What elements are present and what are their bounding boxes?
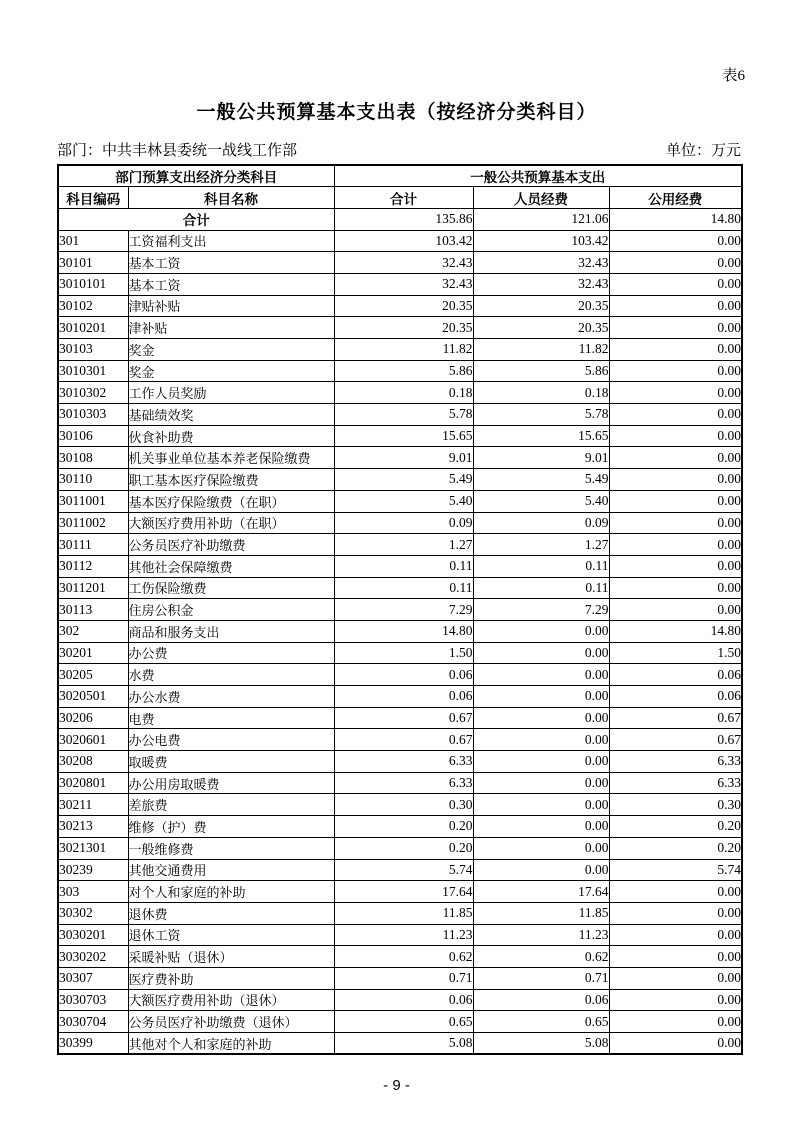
cell-code: 3010302 [58,382,128,404]
cell-name: 基本工资 [128,273,334,295]
cell-public: 0.67 [609,707,742,729]
cell-total: 7.29 [334,599,473,621]
cell-personnel: 0.00 [473,751,609,773]
cell-total: 15.65 [334,425,473,447]
table-row [58,772,742,794]
cell-public: 0.00 [609,317,742,339]
cell-code: 30112 [58,555,128,577]
cell-public: 0.00 [609,425,742,447]
table-row [58,664,742,686]
cell-name: 一般维修费 [128,837,334,859]
cell-name: 住房公积金 [128,599,334,621]
cell-public: 0.20 [609,837,742,859]
table-row [58,859,742,881]
table-row [58,751,742,773]
cell-total: 20.35 [334,295,473,317]
header-group-row [58,165,742,187]
cell-name: 大额医疗费用补助（退休） [128,989,334,1011]
cell-name: 医疗费补助 [128,967,334,989]
cell-total: 0.67 [334,729,473,751]
cell-personnel: 0.00 [473,729,609,751]
cell-personnel: 0.18 [473,382,609,404]
cell-public: 5.74 [609,859,742,881]
cell-name: 伙食补助费 [128,425,334,447]
cell-total: 0.20 [334,837,473,859]
cell-code: 30307 [58,967,128,989]
cell-public: 0.00 [609,534,742,556]
cell-name: 其他社会保障缴费 [128,555,334,577]
header-group-left: 部门预算支出经济分类科目 [58,165,334,187]
cell-public: 0.00 [609,230,742,252]
cell-public: 0.00 [609,555,742,577]
table-row [58,729,742,751]
cell-public: 0.00 [609,339,742,361]
cell-personnel: 0.00 [473,620,609,642]
cell-public: 0.00 [609,1033,742,1055]
cell-total: 0.18 [334,382,473,404]
cell-total: 103.42 [334,230,473,252]
unit-label: 单位：万元 [665,143,741,159]
cell-total: 1.50 [334,642,473,664]
cell-name: 工作人员奖励 [128,382,334,404]
cell-total: 0.11 [334,555,473,577]
cell-code: 3010101 [58,273,128,295]
cell-total: 5.86 [334,360,473,382]
cell-name: 采暖补贴（退休） [128,946,334,968]
cell-code: 30213 [58,816,128,838]
cell-public: 6.33 [609,751,742,773]
table-header [58,165,742,208]
cell-public: 0.00 [609,946,742,968]
cell-personnel: 11.85 [473,902,609,924]
cell-total: 20.35 [334,317,473,339]
cell-total: 5.49 [334,469,473,491]
cell-personnel: 0.00 [473,859,609,881]
table-row [58,1033,742,1055]
column-header-public: 公用经费 [609,187,742,209]
cell-code: 3020801 [58,772,128,794]
cell-name: 津贴补贴 [128,295,334,317]
cell-total: 0.20 [334,816,473,838]
cell-public: 0.00 [609,924,742,946]
cell-public: 0.00 [609,599,742,621]
cell-code: 3011001 [58,490,128,512]
cell-code: 30101 [58,252,128,274]
cell-code: 303 [58,881,128,903]
cell-public: 0.67 [609,729,742,751]
cell-public: 0.06 [609,664,742,686]
cell-name: 差旅费 [128,794,334,816]
page-number: - 9 - [383,1077,410,1094]
cell-total: 0.06 [334,686,473,708]
table-row [58,924,742,946]
table-row [58,252,742,274]
cell-total: 32.43 [334,252,473,274]
cell-code: 30399 [58,1033,128,1055]
cell-total: 0.67 [334,707,473,729]
column-header-name: 科目名称 [128,187,334,209]
table-row [58,339,742,361]
cell-personnel: 32.43 [473,273,609,295]
cell-code: 301 [58,230,128,252]
cell-public: 0.00 [609,382,742,404]
cell-public: 0.00 [609,469,742,491]
cell-total: 5.74 [334,859,473,881]
table-row [58,295,742,317]
cell-name: 退休费 [128,902,334,924]
cell-public: 0.30 [609,794,742,816]
cell-personnel: 0.00 [473,707,609,729]
cell-personnel: 5.49 [473,469,609,491]
table-row [58,881,742,903]
cell-name: 基本医疗保险缴费（在职） [128,490,334,512]
cell-personnel: 20.35 [473,317,609,339]
cell-total: 0.62 [334,946,473,968]
column-header-personnel: 人员经费 [473,187,609,209]
cell-code: 30102 [58,295,128,317]
cell-public: 6.33 [609,772,742,794]
cell-personnel: 15.65 [473,425,609,447]
cell-personnel: 5.08 [473,1033,609,1055]
cell-total: 6.33 [334,772,473,794]
table-row [58,382,742,404]
cell-code: 3020601 [58,729,128,751]
table-row [58,902,742,924]
cell-code: 30108 [58,447,128,469]
cell-personnel: 0.11 [473,577,609,599]
cell-personnel: 0.65 [473,1011,609,1033]
cell-total: 5.40 [334,490,473,512]
cell-code: 3030703 [58,989,128,1011]
cell-name: 公务员医疗补助缴费 [128,534,334,556]
cell-name: 电费 [128,707,334,729]
cell-name: 办公用房取暖费 [128,772,334,794]
table-row [58,317,742,339]
cell-name: 公务员医疗补助缴费（退休） [128,1011,334,1033]
cell-personnel: 11.23 [473,924,609,946]
cell-name: 办公费 [128,642,334,664]
table-row [58,946,742,968]
cell-name: 其他对个人和家庭的补助 [128,1033,334,1055]
cell-personnel: 0.06 [473,989,609,1011]
cell-code: 3010201 [58,317,128,339]
cell-name: 维修（护）费 [128,816,334,838]
cell-personnel: 17.64 [473,881,609,903]
cell-public: 0.06 [609,686,742,708]
table-row [58,967,742,989]
cell-name: 对个人和家庭的补助 [128,881,334,903]
table-row [58,512,742,534]
meta-row [57,139,741,160]
column-header-code: 科目编码 [58,187,128,209]
table-row [58,1011,742,1033]
table-row [58,989,742,1011]
cell-public: 0.00 [609,295,742,317]
cell-name: 机关事业单位基本养老保险缴费 [128,447,334,469]
column-header-row [58,187,742,209]
cell-code: 30111 [58,534,128,556]
cell-code: 30211 [58,794,128,816]
table-row [58,230,742,252]
table-row [58,577,742,599]
cell-public: 0.00 [609,252,742,274]
cell-name: 大额医疗费用补助（在职） [128,512,334,534]
cell-public: 14.80 [609,620,742,642]
cell-code: 302 [58,620,128,642]
table-row [58,360,742,382]
cell-personnel: 9.01 [473,447,609,469]
cell-code: 30205 [58,664,128,686]
table-row [58,816,742,838]
total-row-label: 合计 [58,208,334,230]
cell-personnel: 0.09 [473,512,609,534]
cell-public: 0.00 [609,512,742,534]
cell-code: 30208 [58,751,128,773]
cell-personnel: 1.27 [473,534,609,556]
cell-name: 奖金 [128,360,334,382]
cell-name: 商品和服务支出 [128,620,334,642]
table-row [58,425,742,447]
cell-code: 3030704 [58,1011,128,1033]
cell-public: 0.00 [609,989,742,1011]
total-row-personnel: 121.06 [473,208,609,230]
cell-total: 0.06 [334,989,473,1011]
cell-total: 17.64 [334,881,473,903]
cell-code: 3030201 [58,924,128,946]
cell-code: 3020501 [58,686,128,708]
cell-personnel: 0.00 [473,772,609,794]
cell-code: 3021301 [58,837,128,859]
cell-name: 取暖费 [128,751,334,773]
cell-total: 0.65 [334,1011,473,1033]
total-row-total: 135.86 [334,208,473,230]
cell-personnel: 7.29 [473,599,609,621]
cell-code: 3030202 [58,946,128,968]
cell-name: 办公水费 [128,686,334,708]
cell-personnel: 32.43 [473,252,609,274]
cell-code: 3010303 [58,404,128,426]
cell-personnel: 0.00 [473,664,609,686]
table-row [58,273,742,295]
cell-total: 0.06 [334,664,473,686]
cell-public: 1.50 [609,642,742,664]
cell-personnel: 103.42 [473,230,609,252]
cell-name: 工伤保险缴费 [128,577,334,599]
table-row [58,599,742,621]
cell-personnel: 5.78 [473,404,609,426]
table-tag: 表6 [722,68,745,84]
cell-personnel: 20.35 [473,295,609,317]
table-row [58,794,742,816]
cell-code: 30302 [58,902,128,924]
cell-name: 工资福利支出 [128,230,334,252]
cell-public: 0.00 [609,490,742,512]
cell-code: 30113 [58,599,128,621]
cell-total: 14.80 [334,620,473,642]
cell-personnel: 0.62 [473,946,609,968]
cell-name: 奖金 [128,339,334,361]
cell-code: 30106 [58,425,128,447]
table-row [58,620,742,642]
cell-name: 退休工资 [128,924,334,946]
cell-code: 3011201 [58,577,128,599]
table-row [58,490,742,512]
cell-code: 30103 [58,339,128,361]
cell-total: 5.78 [334,404,473,426]
table-row [58,686,742,708]
header-group-right: 一般公共预算基本支出 [334,165,742,187]
cell-name: 基础绩效奖 [128,404,334,426]
cell-personnel: 0.71 [473,967,609,989]
table-row [58,404,742,426]
cell-total: 5.08 [334,1033,473,1055]
cell-public: 0.00 [609,902,742,924]
cell-public: 0.00 [609,447,742,469]
cell-personnel: 5.40 [473,490,609,512]
cell-code: 30206 [58,707,128,729]
cell-name: 职工基本医疗保险缴费 [128,469,334,491]
table-row [58,707,742,729]
cell-code: 30110 [58,469,128,491]
cell-total: 11.23 [334,924,473,946]
cell-name: 办公电费 [128,729,334,751]
cell-public: 0.20 [609,816,742,838]
cell-total: 6.33 [334,751,473,773]
budget-table [57,164,743,1055]
cell-name: 其他交通费用 [128,859,334,881]
cell-total: 32.43 [334,273,473,295]
cell-public: 0.00 [609,404,742,426]
cell-public: 0.00 [609,1011,742,1033]
table-row [58,469,742,491]
cell-code: 30201 [58,642,128,664]
table-row [58,837,742,859]
cell-total: 11.85 [334,902,473,924]
cell-personnel: 0.11 [473,555,609,577]
cell-total: 11.82 [334,339,473,361]
column-header-total: 合计 [334,187,473,209]
cell-personnel: 0.00 [473,837,609,859]
cell-personnel: 0.00 [473,686,609,708]
cell-total: 0.11 [334,577,473,599]
cell-personnel: 11.82 [473,339,609,361]
total-row-public: 14.80 [609,208,742,230]
department-label: 部门：中共丰林县委统一战线工作部 [57,143,298,159]
cell-total: 0.09 [334,512,473,534]
cell-personnel: 0.00 [473,794,609,816]
cell-total: 0.30 [334,794,473,816]
cell-personnel: 0.00 [473,816,609,838]
page-title: 一般公共预算基本支出表（按经济分类科目） [196,102,597,123]
cell-personnel: 5.86 [473,360,609,382]
table-row [58,642,742,664]
cell-total: 0.71 [334,967,473,989]
cell-public: 0.00 [609,881,742,903]
cell-public: 0.00 [609,273,742,295]
cell-name: 水费 [128,664,334,686]
cell-public: 0.00 [609,967,742,989]
table-row [58,534,742,556]
cell-public: 0.00 [609,577,742,599]
cell-name: 津补贴 [128,317,334,339]
total-row [58,208,742,230]
cell-total: 1.27 [334,534,473,556]
table-body [58,208,742,1054]
cell-name: 基本工资 [128,252,334,274]
table-row [58,447,742,469]
cell-public: 0.00 [609,360,742,382]
cell-total: 9.01 [334,447,473,469]
table-row [58,555,742,577]
cell-personnel: 0.00 [473,642,609,664]
cell-code: 3011002 [58,512,128,534]
cell-code: 3010301 [58,360,128,382]
cell-code: 30239 [58,859,128,881]
